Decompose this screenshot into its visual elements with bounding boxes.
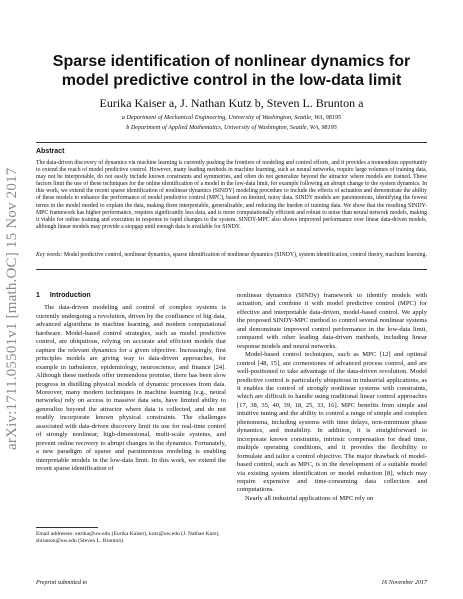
abstract-bottom-rule [36, 269, 427, 270]
right-column [237, 292, 427, 503]
paragraph: Model-based control techniques, such as MPC [12] and optimal control [48, 15], are cornerstones of advanced process control, and are well-positioned to take advantage of the data-driven revolution. Model predictive control is particularly ubiquitous in industrial applications, as it enables the control of strongly nonlinear systems with constraints, which are difficult to handle using traditional linear control approaches [17, 38, 35, 40, 39, 18, 25, 33, 16]. MPC benefits from simple and intuitive tuning and the ability to control a range of simple and complex phenomena, including systems with time delays, non-minimum phase dynamics, and instability. In addition, it is straightforward to incorporate known constraints, intrinsic compensation for dead time, multiple operating conditions, and it provides the flexibility to formulate and tailor a control objective. The major drawback of model-based control, such as MPC, is in the development of a suitable model via existing system identification or model reduction [8], which may require expensive and time-consuming data collection and computations. [237, 351, 427, 494]
abstract-top-rule [36, 142, 427, 143]
section-number: 1 [36, 292, 40, 299]
paragraph: nonlinear dynamics (SINDy) framework to identify models with actuation, and combine it with model predictive control (MPC) for effective and interpretable data-driven, model-based control. We apply the proposed SINDY-MPC method to control several nonlinear systems and demonstrate improved control performance in the low-data limit, compared with other leading data-driven methods, including linear response models and neural networks. [237, 292, 427, 350]
abstract-heading: Abstract [36, 148, 65, 155]
footer-left: Preprint submitted to [36, 580, 88, 586]
author-list: Eurika Kaiser a, J. Nathan Kutz b, Steven L. Brunton a [99, 96, 364, 110]
footer-date: 16 November 2017 [381, 580, 427, 586]
paragraph: Nearly all industrial applications of MPC rely on [245, 494, 374, 502]
arxiv-id[interactable]: arXiv:1711.05501v1 [math.OC] 15 Nov 2017 [4, 167, 20, 450]
arxiv-stamp [4, 150, 28, 450]
keywords-text: Model predictive control, nonlinear dynamics, sparse identification of nonlinear dynamics (SINDY), system identification, control theory, machine learning. [63, 252, 427, 258]
affiliation-a: a Department of Mechanical Engineering, University of Washington, Seattle, WA, 98195 [121, 114, 342, 121]
paragraph: The data-driven modeling and control of complex systems is currently undergoing a revolution, driven by the confluence of big data, advanced algorithms in machine learning, and modern computational hardware. Model-based control strategies, such as model predictive control, are ubiquitous, relying on accurate and efficient models that capture the relevant dynamics for a given objective. Increasingly, first principles models are giving way to data-driven approaches, for example in turbulence, epidemiology, neuroscience, and finance [24]. Although these methods offer tremendous promise, there has been slow progress in distilling physical models of dynamic processes from data. Moreover, many modern techniques in machine learning (e.g., neural networks) rely on access to massive data sets, have limited ability to generalize beyond the attractor where data is collected, and do not readily incorporate known physical constraints. The challenges associated with data-driven discovery limit its use for real-time control of strongly nonlinear, high-dimensional, multi-scale systems, and prevent online recovery to abrupt changes in the dynamics. Fortunately, a new paradigm of sparse and parsimonious modeling is enabling interpretable models in the low-data limit. In this work, we extend the recent sparse identification of [36, 304, 226, 473]
keywords [36, 252, 427, 259]
abstract-text: The data-driven discovery of dynamics via machine learning is currently pushing the frontiers of modeling and control efforts, and it provides a tremendous opportunity to extend the reach of model predictive control. However, many leading methods in machine learning, such as neural networks, require large volumes of training data, may not be interpretable, do not easily include known constraints and symmetries, and often do not generalize beyond the attractor where models are trained. These factors limit the use of these techniques for the online identification of a model in the low-data limit, for example following an abrupt change to the system dynamics. In this work, we extend the recent sparse identification of nonlinear dynamics (SINDY) modeling procedure to include the effects of actuation and demonstrate the ability of these models to enhance the performance of model predictive control (MPC), based on limited, noisy data. SINDY models are parsimonious, identifying the fewest terms in the model needed to explain the data, making them interpretable, generalizable, and reducing the burden of training data. We show that the resulting SINDY-MPC framework has higher performance, requires significantly less data, and is more computationally efficient and robust to noise than neural network models, making it viable for online training and execution in response to rapid changes to the system. SINDY-MPC also shows improved performance over linear data-driven models, although linear models may provide a stopgap until enough data is available for SINDY. [36, 160, 427, 230]
section-title: Introduction [49, 292, 91, 299]
footnote: Email addresses: eurika@uw.edu (Eurika Kaiser), kutz@uw.edu (J. Nathan Kutz), sbrunton@uw.edu (Steven L. Brunton). [36, 531, 220, 544]
paper-title: Sparse identification of nonlinear dynamics for model predictive control in the low-data limit [52, 53, 411, 89]
left-column [36, 292, 226, 474]
section-heading [36, 292, 226, 300]
affiliation-b: b Department of Applied Mathematics, University of Washington, Seattle, WA, 98195 [126, 124, 337, 131]
keywords-label: Key words: [36, 252, 63, 258]
footnote-rule [36, 527, 98, 528]
